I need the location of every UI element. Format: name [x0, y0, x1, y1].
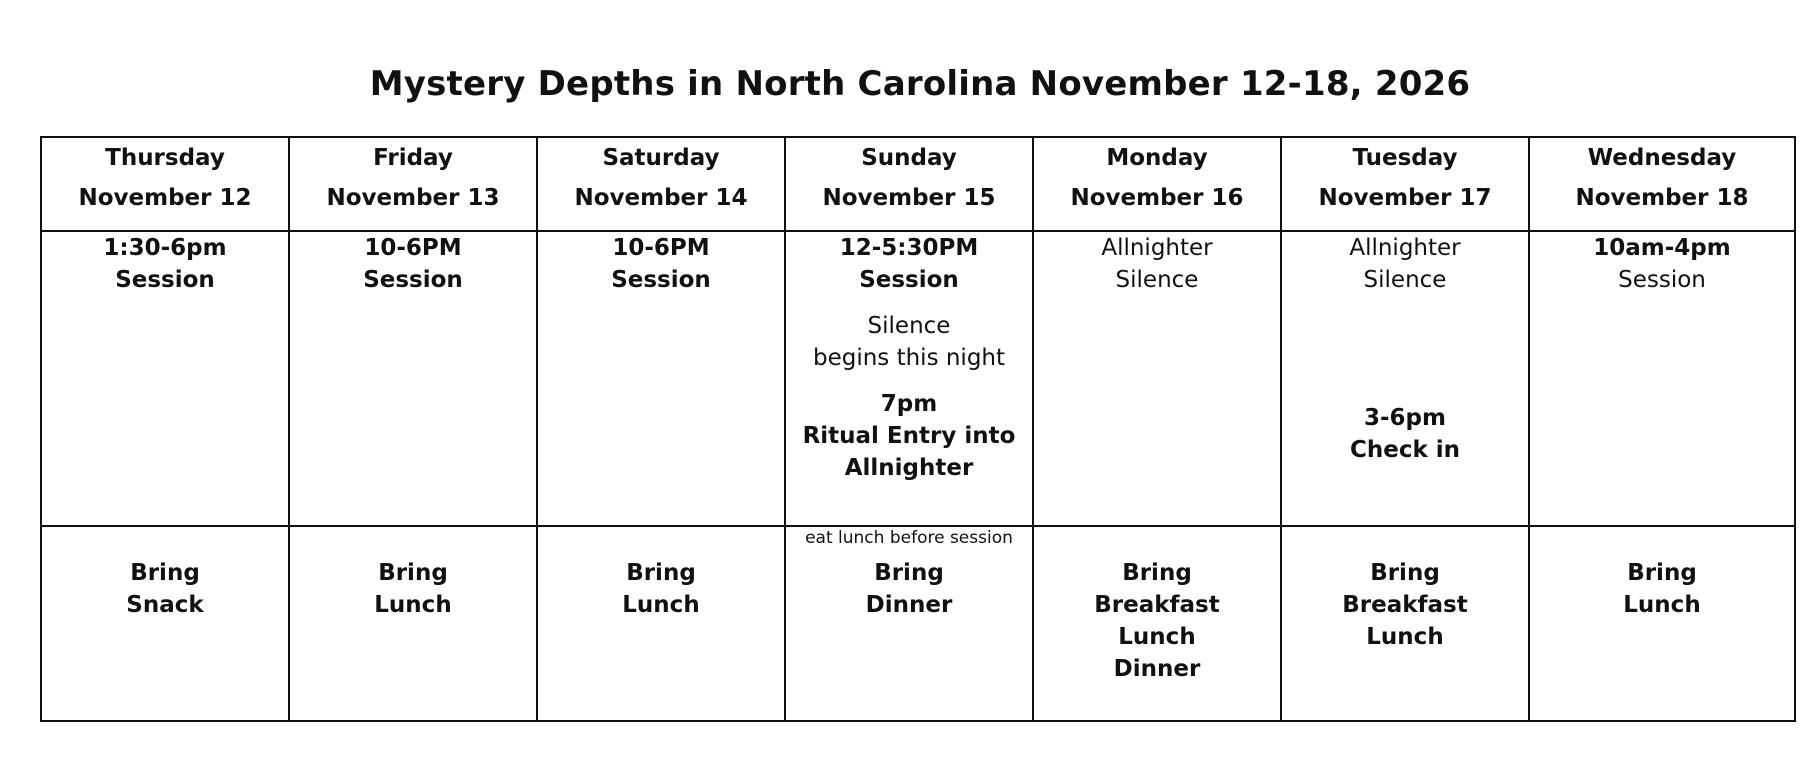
- day-date: November 13: [326, 185, 500, 211]
- meal-item: Breakfast: [1094, 592, 1220, 618]
- meal-item: Snack: [126, 592, 204, 618]
- day-date: November 14: [574, 185, 748, 211]
- day-header-wednesday: [1529, 137, 1795, 231]
- meal-item: Lunch: [1118, 624, 1196, 650]
- day-header-friday: [289, 137, 537, 231]
- silence-text: begins this night: [812, 345, 1006, 371]
- day-name: Wednesday: [1587, 145, 1737, 171]
- day-header-thursday: [41, 137, 289, 231]
- day-header-saturday: [537, 137, 785, 231]
- session-block: [786, 232, 1032, 296]
- meal-item: Bring: [1122, 560, 1192, 586]
- day-date: November 15: [822, 185, 996, 211]
- session-cell-friday: [289, 231, 537, 526]
- meal-item: Lunch: [622, 592, 700, 618]
- silence-text: Silence: [867, 313, 951, 339]
- checkin-time: 3-6pm: [1364, 405, 1446, 431]
- session-label: Session: [611, 267, 711, 293]
- session-label: Session: [115, 267, 215, 293]
- session-cell-tuesday: [1281, 231, 1529, 526]
- ritual-block: [786, 388, 1032, 484]
- meal-item: Dinner: [1113, 656, 1201, 682]
- session-cell-thursday: [41, 231, 289, 526]
- session-label: Session: [363, 267, 463, 293]
- session-time: 10am-4pm: [1593, 235, 1731, 261]
- session-time: 10-6PM: [612, 235, 710, 261]
- meal-item: Breakfast: [1342, 592, 1468, 618]
- meal-item: Lunch: [1366, 624, 1444, 650]
- ritual-text: Allnighter: [844, 455, 974, 481]
- day-name: Sunday: [861, 145, 957, 171]
- day-date: November 16: [1070, 185, 1244, 211]
- page-title: Mystery Depths in North Carolina November 12-18, 2026: [369, 64, 1471, 104]
- meal-item: Bring: [1370, 560, 1440, 586]
- meal-item: Lunch: [374, 592, 452, 618]
- allnighter-block: [1282, 232, 1528, 296]
- ritual-time: 7pm: [880, 391, 938, 417]
- session-cell-saturday: [537, 231, 785, 526]
- session-time: 12-5:30PM: [839, 235, 979, 261]
- day-name: Tuesday: [1352, 145, 1458, 171]
- checkin-label: Check in: [1349, 437, 1461, 463]
- day-date: November 18: [1575, 185, 1749, 211]
- day-header-sunday: [785, 137, 1033, 231]
- session-row: [41, 231, 1795, 526]
- meal-item: Lunch: [1623, 592, 1701, 618]
- meal-cell-sunday: [785, 526, 1033, 721]
- meal-cell-thursday: [41, 526, 289, 721]
- meal-cell-saturday: [537, 526, 785, 721]
- silence-text: Silence: [1115, 267, 1199, 293]
- meal-cell-monday: [1033, 526, 1281, 721]
- day-date: November 12: [78, 185, 252, 211]
- checkin-block: [1282, 402, 1528, 466]
- day-name: Saturday: [602, 145, 720, 171]
- silence-note: [786, 310, 1032, 374]
- day-header-monday: [1033, 137, 1281, 231]
- meal-item: Bring: [378, 560, 448, 586]
- session-time: 1:30-6pm: [103, 235, 227, 261]
- day-header-tuesday: [1281, 137, 1529, 231]
- silence-text: Silence: [1363, 267, 1447, 293]
- meal-item: Bring: [1627, 560, 1697, 586]
- session-cell-monday: [1033, 231, 1281, 526]
- session-cell-sunday: [785, 231, 1033, 526]
- day-name: Monday: [1106, 145, 1208, 171]
- meal-note: eat lunch before session: [805, 528, 1013, 548]
- allnighter-text: Allnighter: [1349, 235, 1461, 261]
- meal-item: Dinner: [865, 592, 953, 618]
- meal-row: [41, 526, 1795, 721]
- day-name: Thursday: [105, 145, 225, 171]
- meal-item: Bring: [874, 560, 944, 586]
- meal-item: Bring: [626, 560, 696, 586]
- allnighter-text: Allnighter: [1101, 235, 1213, 261]
- session-label: Session: [1618, 267, 1706, 293]
- session-cell-wednesday: [1529, 231, 1795, 526]
- session-time: 10-6PM: [364, 235, 462, 261]
- schedule-table: [40, 136, 1796, 722]
- session-label: Session: [859, 267, 959, 293]
- meal-cell-tuesday: [1281, 526, 1529, 721]
- header-row: [41, 137, 1795, 231]
- day-date: November 17: [1318, 185, 1492, 211]
- day-name: Friday: [373, 145, 453, 171]
- meal-item: Bring: [130, 560, 200, 586]
- meal-cell-wednesday: [1529, 526, 1795, 721]
- meal-cell-friday: [289, 526, 537, 721]
- ritual-text: Ritual Entry into: [802, 423, 1016, 449]
